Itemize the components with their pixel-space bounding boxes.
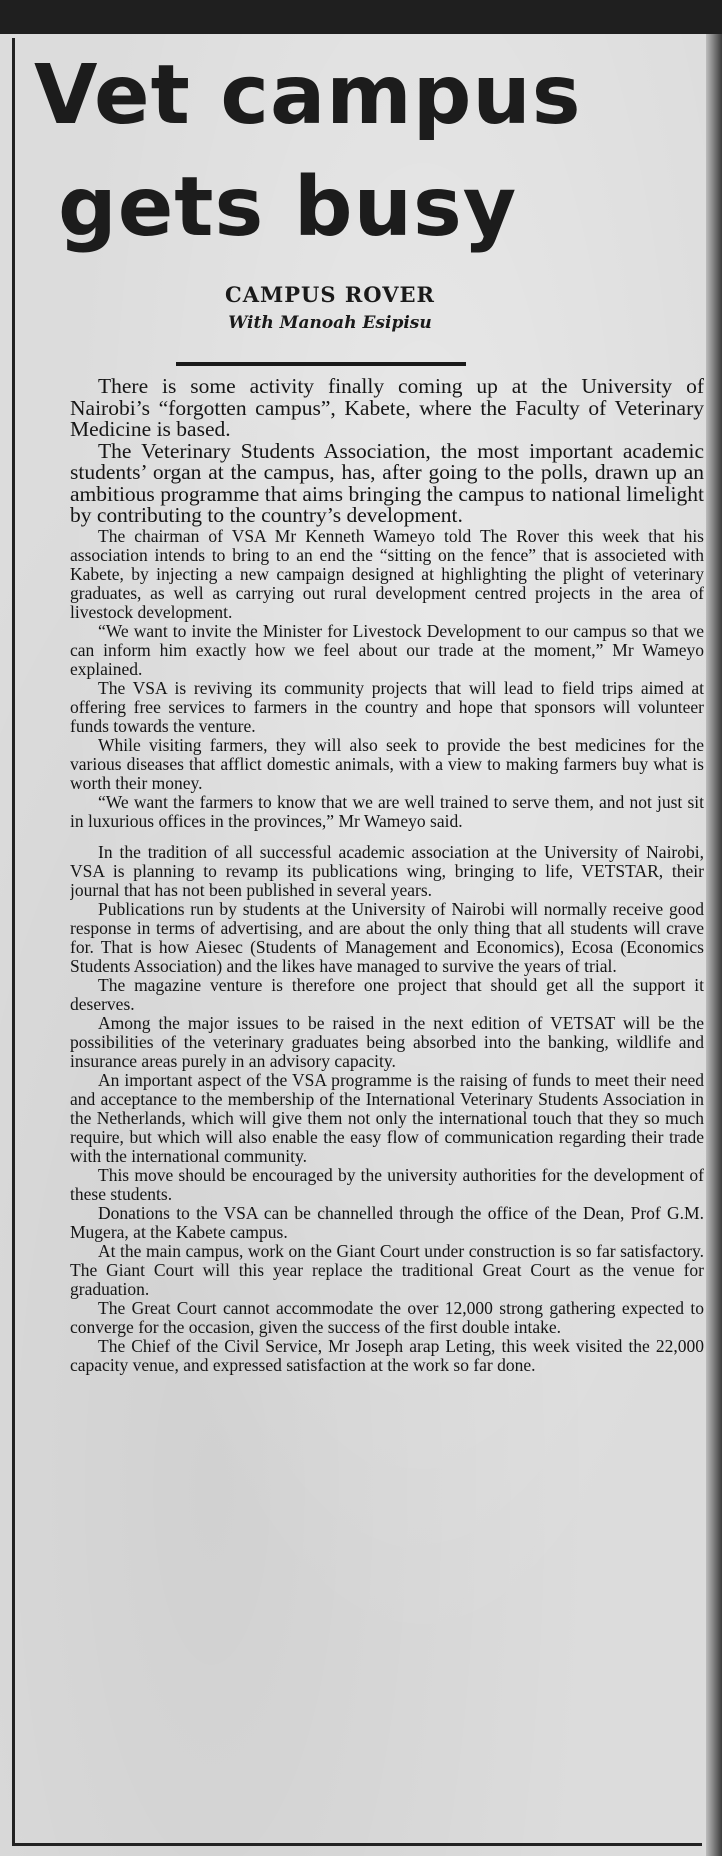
article-paragraph: “We want to invite the Minister for Livestock Development to our campus so that we can inform him exactly how we feel about our trade at the moment,” Mr Wameyo explained.: [70, 620, 704, 679]
headline: [34, 40, 704, 264]
article-paragraph: Donations to the VSA can be channelled through the office of the Dean, Prof G.M. Mugera, at the Kabete campus.: [70, 1202, 704, 1242]
headline-line-2: gets busy: [58, 160, 518, 255]
article-paragraph: An important aspect of the VSA programme is the raising of funds to meet their need and acceptance to the membership of the International Veterinary Students Association in the Netherlands, which will give them not only the international touch that they so much require, but which will also enable the easy flow of communication regarding their trade with the international community.: [70, 1069, 704, 1166]
article-paragraph: While visiting farmers, they will also seek to provide the best medicines for the various diseases that afflict domestic animals, with a view to making farmers buy what is worth their money.: [70, 734, 704, 793]
article-paragraph: The VSA is reviving its community projects that will lead to field trips aimed at offering free services to farmers in the country and hope that sponsors will volunteer funds towards the venture.: [70, 677, 704, 736]
article-paragraph: The Veterinary Students Association, the most important academic students’ organ at the campus, has, after going to the polls, drawn up an ambitious programme that aims bringing the campus to national limelight by contributing to the country’s development.: [70, 438, 704, 527]
article-body: [70, 376, 704, 1375]
article-paragraph: “We want the farmers to know that we are well trained to serve them, and not just sit in luxurious offices in the provinces,” Mr Wameyo said.: [70, 791, 704, 831]
article-paragraph: There is some activity finally coming up at the University of Nairobi’s “forgotten campus”, Kabete, where the Faculty of Veterinary Medicine is based.: [70, 376, 704, 441]
article-paragraph: Publications run by students at the University of Nairobi will normally receive good response in terms of advertising, and are about the only thing that all students will crave for. That is how Aiesec (Students of Management and Economics), Ecosa (Economics Students Association) and the likes have managed to survive the years of trial.: [70, 898, 704, 976]
author-credit: With Manoah Esipisu: [228, 313, 432, 333]
scan-right-edge: [706, 34, 722, 1856]
article-paragraph: The chairman of VSA Mr Kenneth Wameyo told The Rover this week that his association intends to bring to an end the “sitting on the fence” that is associeted with Kabete, by injecting a new campaign designed at highlighting the plight of veterinary graduates, as well as carrying out rural development centred projects in the area of livestock development.: [70, 525, 704, 622]
article-paragraph: The magazine venture is therefore one project that should get all the support it deserves.: [70, 974, 704, 1014]
article-paragraph: The Chief of the Civil Service, Mr Joseph arap Leting, this week visited the 22,000 capacity venue, and expressed satisfaction at the work so far done.: [70, 1335, 704, 1375]
byline: [150, 282, 510, 333]
article-paragraph: At the main campus, work on the Giant Court under construction is so far satisfactory. The Giant Court will this year replace the traditional Great Court as the venue for graduation.: [70, 1240, 704, 1299]
article-paragraph: This move should be encouraged by the university authorities for the development of these students.: [70, 1164, 704, 1204]
headline-line-1: Vet campus: [34, 48, 582, 143]
byline-rule: [176, 362, 466, 366]
article-paragraph: The Great Court cannot accommodate the over 12,000 strong gathering expected to converge for the occasion, given the success of the first double intake.: [70, 1297, 704, 1337]
article-paragraph: Among the major issues to be raised in the next edition of VETSAT will be the possibilities of the veterinary graduates being absorbed into the banking, wildlife and insurance areas purely in an advisory capacity.: [70, 1012, 704, 1071]
column-name: CAMPUS ROVER: [225, 282, 435, 307]
article-paragraph: In the tradition of all successful academic association at the University of Nairobi, VSA is planning to revamp its publications wing, bringing to life, VETSTAR, their journal that has not been published in several years.: [70, 841, 704, 900]
